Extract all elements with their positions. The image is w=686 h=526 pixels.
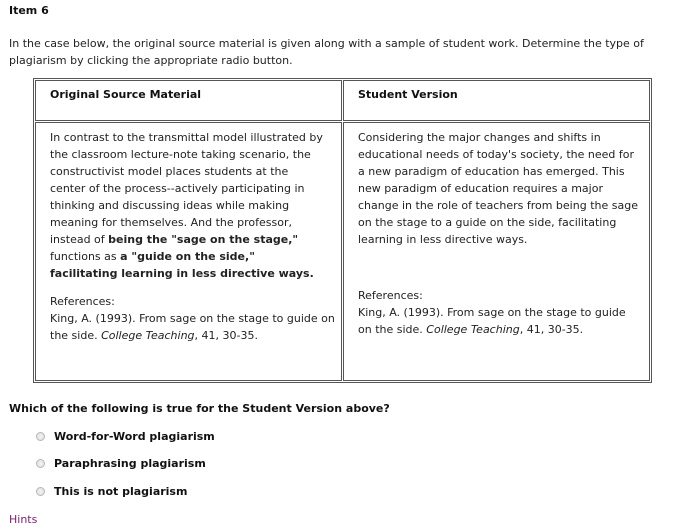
student-ref-tail: , 41, 30-35. [519, 323, 584, 336]
original-bold-sage: being the "sage on the stage," [108, 233, 299, 246]
original-source-header: Original Source Material [35, 80, 342, 121]
instructions: In the case below, the original source material is given along with a sample of student work. Determine the type of plagiarism by clicking the appropriate radio button. [9, 37, 644, 67]
original-bold-guide: a "guide on the side," facilitating learning in less directive ways. [50, 250, 314, 280]
original-source-text [50, 129, 325, 282]
original-ref-tail: , 41, 30-35. [194, 329, 258, 342]
student-references [358, 287, 638, 338]
option-label-not-plagiarism[interactable]: This is not plagiarism [54, 484, 188, 498]
original-text-part-b: functions as [50, 250, 121, 263]
hints-link[interactable]: Hints [9, 513, 38, 526]
original-ref-journal: College Teaching [101, 329, 195, 342]
original-source-cell [35, 122, 342, 381]
original-references-label: References: [50, 295, 115, 308]
student-ref-text: King, A. (1993). From sage on the stage to guide on the side. [358, 306, 626, 336]
radio-word-for-word[interactable] [36, 432, 45, 441]
student-ref-journal: College Teaching [426, 323, 520, 336]
option-word-for-word[interactable] [36, 428, 215, 444]
radio-paraphrasing[interactable] [36, 459, 45, 468]
student-version-header: Student Version [343, 80, 650, 121]
option-label-word-for-word[interactable]: Word-for-Word plagiarism [54, 429, 215, 443]
student-reference-entry [358, 304, 638, 338]
original-reference-entry [50, 310, 335, 344]
original-ref-text: King, A. (1993). From sage on the stage to guide on the side. [50, 312, 335, 342]
radio-not-plagiarism[interactable] [36, 487, 45, 496]
student-references-label: References: [358, 289, 423, 302]
original-text-part-a: In contrast to the transmittal model illustrated by the classroom lecture-note taking scenario, the constructivist model places students at the center of the process--actively participating in thinking and discussing ideas while making meaning for themselves. And the professor, instead of [50, 131, 323, 246]
student-version-text: Considering the major changes and shifts in educational needs of today's society, the need for a new paradigm of education has emerged. This new paradigm of education requires a major change in the role of teachers from being the sage on the stage to a guide on the side, facilitating learning in less directive ways. [358, 131, 638, 246]
item-title: Item 6 [9, 4, 49, 17]
option-not-plagiarism[interactable] [36, 483, 187, 499]
comparison-table [33, 78, 652, 383]
original-references [50, 293, 335, 344]
student-version-cell [343, 122, 650, 381]
question-text: Which of the following is true for the Student Version above? [9, 402, 390, 415]
option-label-paraphrasing[interactable]: Paraphrasing plagiarism [54, 456, 206, 470]
option-paraphrasing[interactable] [36, 455, 206, 471]
